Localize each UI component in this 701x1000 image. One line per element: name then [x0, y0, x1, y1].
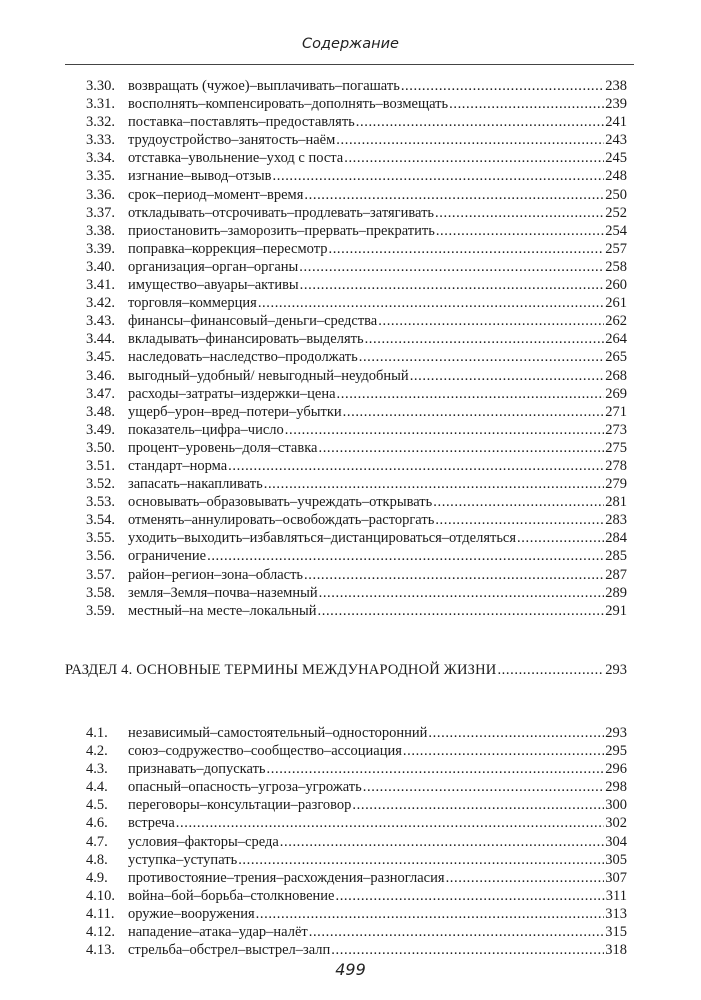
- dot-leader: [410, 368, 605, 385]
- toc-entry: [86, 906, 627, 924]
- entry-number: 4.9.: [86, 869, 108, 886]
- entry-number: 4.1.: [86, 725, 108, 741]
- entry-title: поправка–коррекция–пересмотр: [128, 240, 328, 257]
- entry-number: 3.38.: [86, 222, 115, 239]
- toc-section-4-list: [86, 725, 627, 960]
- toc-entry: [86, 942, 627, 960]
- entry-number: 3.43.: [86, 313, 115, 330]
- entry-number: 3.36.: [86, 186, 115, 203]
- toc-entry: [86, 259, 627, 277]
- entry-title: трудоустройство–занятость–наём: [128, 132, 336, 149]
- dot-leader: [428, 725, 604, 742]
- toc-entry: [86, 295, 627, 313]
- entry-title: срок–период–момент–время: [128, 186, 304, 203]
- entry-number: 3.55.: [86, 530, 115, 547]
- dot-leader: [309, 924, 605, 941]
- entry-title: ограничение: [128, 548, 207, 565]
- entry-page: 281: [605, 494, 627, 511]
- entry-title: нападение–атака–удар–налёт: [128, 924, 308, 941]
- toc-entry: [86, 476, 627, 494]
- entry-number: 3.33.: [86, 132, 115, 149]
- entry-page: 238: [605, 78, 627, 94]
- toc-entry: [86, 368, 627, 386]
- entry-number: 4.12.: [86, 924, 115, 941]
- entry-title: опасный–опасность–угроза–угрожать: [128, 779, 362, 796]
- entry-title: встреча: [128, 815, 175, 832]
- entry-title: показатель–цифра–число: [128, 421, 284, 438]
- entry-number: 4.6.: [86, 815, 108, 832]
- dot-leader: [285, 422, 604, 439]
- entry-page: 258: [605, 258, 627, 275]
- entry-number: 4.2.: [86, 743, 108, 760]
- dot-leader: [446, 870, 605, 887]
- dot-leader: [280, 834, 604, 851]
- dot-leader: [319, 585, 605, 602]
- dot-leader: [497, 662, 604, 679]
- section-heading-page: 293: [605, 662, 627, 678]
- entry-page: 252: [605, 204, 627, 221]
- entry-page: 296: [605, 761, 627, 778]
- dot-leader: [304, 567, 604, 584]
- entry-number: 3.46.: [86, 367, 115, 384]
- dot-leader: [264, 476, 605, 493]
- entry-title: возвращать (чужое)–выплачивать–погашать: [128, 78, 400, 94]
- toc-entry: [86, 241, 627, 259]
- toc-section-3-list: [86, 78, 627, 621]
- dot-leader: [267, 761, 605, 778]
- dot-leader: [256, 906, 605, 923]
- entry-number: 3.41.: [86, 277, 115, 294]
- entry-number: 3.51.: [86, 457, 115, 474]
- entry-page: 304: [605, 833, 627, 850]
- dot-leader: [328, 241, 604, 258]
- entry-page: 275: [605, 439, 627, 456]
- entry-number: 4.7.: [86, 833, 108, 850]
- toc-entry: [86, 440, 627, 458]
- dot-leader: [300, 277, 605, 294]
- entry-title: расходы–затраты–издержки–цена: [128, 385, 336, 402]
- entry-title: ущерб–урон–вред–потери–убытки: [128, 403, 342, 420]
- entry-number: 4.11.: [86, 905, 115, 922]
- entry-page: 283: [605, 512, 627, 529]
- entry-number: 3.30.: [86, 78, 115, 94]
- entry-number: 3.59.: [86, 602, 115, 619]
- entry-title: район–регион–зона–область: [128, 566, 304, 583]
- entry-title: оружие–вооружения: [128, 905, 255, 922]
- entry-page: 268: [605, 367, 627, 384]
- toc-entry: [86, 530, 627, 548]
- entry-page: 307: [605, 869, 627, 886]
- toc-entry: [86, 512, 627, 530]
- dot-leader: [304, 187, 604, 204]
- dot-leader: [273, 168, 605, 185]
- entry-title: поставка–поставлять–предоставлять: [128, 114, 355, 131]
- entry-title: торговля–коммерция: [128, 295, 257, 312]
- entry-page: 289: [605, 584, 627, 601]
- entry-title: уступка–уступать: [128, 851, 238, 868]
- entry-number: 3.45.: [86, 349, 115, 366]
- dot-leader: [403, 743, 604, 760]
- entry-number: 3.50.: [86, 439, 115, 456]
- entry-title: переговоры–консультации–разговор: [128, 797, 352, 814]
- toc-entry: [86, 205, 627, 223]
- entry-number: 3.53.: [86, 494, 115, 511]
- toc-entry: [86, 168, 627, 186]
- entry-title: имущество–авуары–активы: [128, 277, 299, 294]
- entry-title: наследовать–наследство–продолжать: [128, 349, 358, 366]
- toc-entry: [86, 494, 627, 512]
- entry-page: 313: [605, 905, 627, 922]
- entry-title: восполнять–компенсировать–дополнять–возмещать: [128, 96, 449, 113]
- toc-entry: [86, 870, 627, 888]
- dot-leader: [318, 440, 604, 457]
- toc-entry: [86, 187, 627, 205]
- entry-number: 3.44.: [86, 331, 115, 348]
- entry-number: 3.31.: [86, 96, 115, 113]
- entry-page: 273: [605, 421, 627, 438]
- entry-page: 239: [605, 96, 627, 113]
- toc-entry: [86, 779, 627, 797]
- entry-page: 285: [605, 548, 627, 565]
- dot-leader: [363, 779, 604, 796]
- entry-title: запасать–накапливать: [128, 476, 263, 493]
- toc-entry: [86, 277, 627, 295]
- entry-title: основывать–образовывать–учреждать–открывать: [128, 494, 433, 511]
- dot-leader: [365, 331, 605, 348]
- dot-leader: [299, 259, 604, 276]
- toc-entry: [86, 797, 627, 815]
- entry-title: местный–на месте–локальный: [128, 602, 317, 619]
- entry-page: 265: [605, 349, 627, 366]
- toc-entry: [86, 331, 627, 349]
- entry-title: финансы–финансовый–деньги–средства: [128, 313, 378, 330]
- toc-entry: [86, 548, 627, 566]
- entry-page: 279: [605, 476, 627, 493]
- entry-number: 3.42.: [86, 295, 115, 312]
- dot-leader: [356, 114, 604, 131]
- entry-page: 315: [605, 924, 627, 941]
- entry-page: 311: [605, 887, 627, 904]
- toc-entry: [86, 852, 627, 870]
- entry-number: 4.4.: [86, 779, 108, 796]
- page-number: 499: [335, 960, 366, 979]
- dot-leader: [318, 603, 605, 620]
- entry-number: 3.48.: [86, 403, 115, 420]
- entry-title: стандарт–норма: [128, 457, 228, 474]
- entry-page: 291: [605, 602, 627, 619]
- entry-page: 287: [605, 566, 627, 583]
- toc-entry: [86, 313, 627, 331]
- dot-leader: [331, 942, 604, 959]
- entry-page: 262: [605, 313, 627, 330]
- entry-number: 3.52.: [86, 476, 115, 493]
- toc-entry: [86, 150, 627, 168]
- toc-entry: [86, 725, 627, 743]
- entry-page: 305: [605, 851, 627, 868]
- entry-page: 300: [605, 797, 627, 814]
- entry-number: 3.56.: [86, 548, 115, 565]
- entry-page: 243: [605, 132, 627, 149]
- dot-leader: [228, 458, 604, 475]
- dot-leader: [258, 295, 604, 312]
- entry-number: 4.8.: [86, 851, 108, 868]
- toc-entry: [86, 743, 627, 761]
- entry-number: 3.47.: [86, 385, 115, 402]
- dot-leader: [238, 852, 604, 869]
- entry-page: 245: [605, 150, 627, 167]
- entry-number: 3.49.: [86, 421, 115, 438]
- entry-title: выгодный–удобный/ невыгодный–неудобный: [128, 367, 409, 384]
- toc-entry: [86, 78, 627, 96]
- entry-number: 4.3.: [86, 761, 108, 778]
- entry-page: 241: [605, 114, 627, 131]
- entry-title: независимый–самостоятельный–односторонний: [128, 725, 428, 741]
- entry-title: отменять–аннулировать–освобождать–расторгать: [128, 512, 435, 529]
- dot-leader: [401, 78, 604, 95]
- toc-entry: [86, 834, 627, 852]
- entry-page: 269: [605, 385, 627, 402]
- dot-leader: [337, 386, 605, 403]
- header-rule: [65, 64, 634, 65]
- entry-page: 298: [605, 779, 627, 796]
- dot-leader: [344, 150, 604, 167]
- entry-title: приостановить–заморозить–прервать–прекратить: [128, 222, 435, 239]
- entry-number: 3.32.: [86, 114, 115, 131]
- entry-title: вкладывать–финансировать–выделять: [128, 331, 364, 348]
- entry-title: условия–факторы–среда: [128, 833, 279, 850]
- dot-leader: [176, 815, 604, 832]
- entry-page: 254: [605, 222, 627, 239]
- dot-leader: [449, 96, 604, 113]
- entry-page: 302: [605, 815, 627, 832]
- entry-page: 284: [605, 530, 627, 547]
- entry-page: 248: [605, 168, 627, 185]
- dot-leader: [359, 349, 605, 366]
- entry-page: 250: [605, 186, 627, 203]
- dot-leader: [436, 223, 604, 240]
- entry-title: война–бой–борьба–столкновение: [128, 887, 335, 904]
- toc-entry: [86, 603, 627, 621]
- entry-page: 318: [605, 942, 627, 959]
- entry-number: 3.34.: [86, 150, 115, 167]
- dot-leader: [517, 530, 604, 547]
- entry-number: 3.40.: [86, 258, 115, 275]
- entry-number: 3.58.: [86, 584, 115, 601]
- toc-section-4-heading: [65, 662, 627, 682]
- entry-page: 278: [605, 457, 627, 474]
- entry-number: 3.35.: [86, 168, 115, 185]
- toc-entry: [86, 114, 627, 132]
- entry-title: откладывать–отсрочивать–продлевать–затягивать: [128, 204, 435, 221]
- entry-page: 264: [605, 331, 627, 348]
- toc-entry: [86, 386, 627, 404]
- toc-entry: [86, 132, 627, 150]
- section-heading-title: РАЗДЕЛ 4. ОСНОВНЫЕ ТЕРМИНЫ МЕЖДУНАРОДНОЙ ЖИЗНИ: [65, 662, 497, 678]
- entry-title: союз–содружество–сообщество–ассоциация: [128, 743, 402, 760]
- toc-entry: [86, 761, 627, 779]
- dot-leader: [352, 797, 604, 814]
- toc-entry: [86, 888, 627, 906]
- entry-title: организация–орган–органы: [128, 258, 299, 275]
- running-head: Содержание: [302, 36, 399, 52]
- entry-number: 4.10.: [86, 887, 115, 904]
- toc-entry: [86, 585, 627, 603]
- toc-entry: [86, 223, 627, 241]
- entry-page: 261: [605, 295, 627, 312]
- entry-title: признавать–допускать: [128, 761, 266, 778]
- entry-number: 3.39.: [86, 240, 115, 257]
- toc-entry: [86, 458, 627, 476]
- entry-number: 3.57.: [86, 566, 115, 583]
- entry-page: 260: [605, 277, 627, 294]
- entry-title: изгнание–вывод–отзыв: [128, 168, 272, 185]
- toc-entry: [86, 422, 627, 440]
- entry-number: 4.5.: [86, 797, 108, 814]
- dot-leader: [207, 548, 604, 565]
- entry-title: противостояние–трения–расхождения–разногласия: [128, 869, 445, 886]
- entry-number: 4.13.: [86, 942, 115, 959]
- entry-title: стрельба–обстрел–выстрел–залп: [128, 942, 331, 959]
- entry-title: процент–уровень–доля–ставка: [128, 439, 318, 456]
- entry-title: земля–Земля–почва–наземный: [128, 584, 318, 601]
- entry-title: уходить–выходить–избавляться–дистанцироваться–отделяться: [128, 530, 517, 547]
- toc-entry: [86, 567, 627, 585]
- dot-leader: [336, 132, 604, 149]
- toc-entry: [86, 349, 627, 367]
- entry-page: 293: [605, 725, 627, 741]
- dot-leader: [335, 888, 604, 905]
- entry-page: 257: [605, 240, 627, 257]
- toc-entry: [86, 924, 627, 942]
- dot-leader: [378, 313, 604, 330]
- entry-number: 3.54.: [86, 512, 115, 529]
- entry-page: 271: [605, 403, 627, 420]
- dot-leader: [435, 512, 604, 529]
- dot-leader: [433, 494, 604, 511]
- entry-title: отставка–увольнение–уход с поста: [128, 150, 344, 167]
- toc-entry: [86, 404, 627, 422]
- entry-page: 295: [605, 743, 627, 760]
- toc-entry: [86, 815, 627, 833]
- entry-number: 3.37.: [86, 204, 115, 221]
- dot-leader: [343, 404, 605, 421]
- dot-leader: [435, 205, 604, 222]
- toc-entry: [86, 96, 627, 114]
